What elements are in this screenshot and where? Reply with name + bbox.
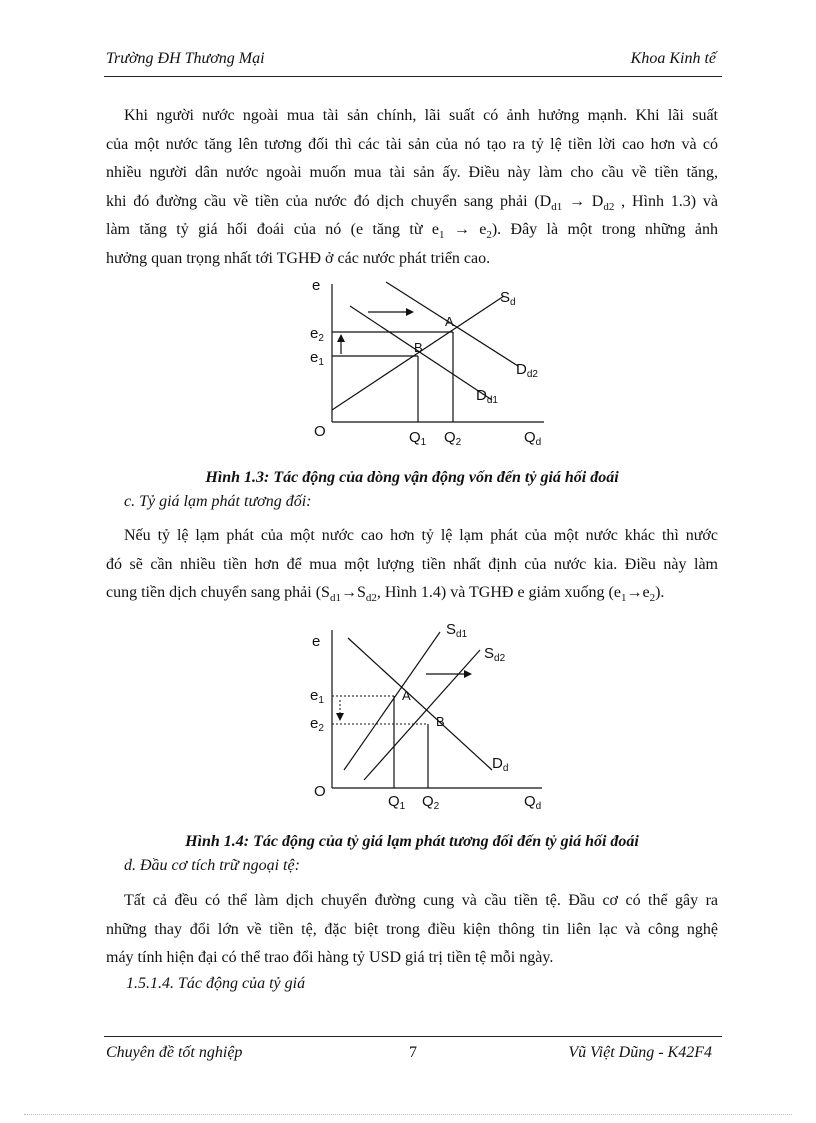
e2-label: $e_2$ xyxy=(310,715,324,734)
point-a-label: A xyxy=(402,688,411,703)
header-faculty: Khoa Kinh tế xyxy=(630,50,716,67)
supply-sd1-label: $S_{d1}$ xyxy=(446,621,468,640)
point-a-label: A xyxy=(445,314,454,329)
figure-1-3-chart xyxy=(296,270,566,460)
page-bottom-border xyxy=(24,1114,792,1115)
paragraph-inflation xyxy=(106,522,718,608)
footer-rule xyxy=(104,1036,722,1037)
subheading-c: c. Tỷ giá lạm phát tương đối: xyxy=(124,493,312,510)
para1-line1: Khi người nước ngoài mua tài sản chính, lãi suất có ảnh hưởng mạnh. Khi lãi suất xyxy=(124,107,718,124)
para2-line3: cung tiền dịch chuyển sang phải ($S_{d1}\to S_{d2}$, Hình 1.4) và TGHĐ e giảm xuống $(e_1\to e_2)$. xyxy=(106,584,665,605)
figure-1-3-caption: Hình 1.3: Tác động của dòng vận động vốn đến tỷ giá hối đoái xyxy=(205,469,619,486)
para3-line1: Tất cả đều có thể làm dịch chuyển đường cung và cầu tiền tệ. Đầu cơ có thể gây ra xyxy=(124,892,718,909)
point-b-label: B xyxy=(414,340,423,355)
footer-page-number: 7 xyxy=(409,1044,417,1061)
shift-arrow-down-head xyxy=(336,713,344,721)
para3-line3: máy tính hiện đại có thể trao đổi hàng tỷ USD giá trị tiền tệ mỗi ngày. xyxy=(106,949,554,966)
origin-label: O xyxy=(314,783,326,800)
figure-1-4-caption: Hình 1.4: Tác động của tỷ giá lạm phát tương đối đến tỷ giá hối đoái xyxy=(185,833,639,850)
demand-dd2-label: $D_{d2}$ xyxy=(516,361,538,380)
para1-line4: khi đó đường cầu về tiền của nước đó dịch chuyển sang phải ($D_{d1} \to D_{d2}$ , Hình 1.3) và xyxy=(106,192,718,213)
para1-line3: nhiều người dân nước ngoài muốn mua tài sản ấy. Điều này làm cho cầu về tiền tăng, xyxy=(106,164,718,181)
para2-line1: Nếu tỷ lệ lạm phát của một nước cao hơn tỷ lệ lạm phát của một nước khác thì nước xyxy=(124,527,718,544)
shift-arrow-up-head xyxy=(337,334,345,342)
x-axis-label: $Q_d$ xyxy=(524,793,542,812)
demand-curve-dd xyxy=(348,638,492,770)
supply-sd2-label: $S_{d2}$ xyxy=(484,645,506,664)
header-rule xyxy=(104,76,722,77)
e1-label: $e_1$ xyxy=(310,349,324,368)
figure-1-4-chart xyxy=(296,620,566,820)
y-axis-label: e xyxy=(312,633,321,650)
y-axis-label: e xyxy=(312,277,321,294)
shift-arrow-right-head xyxy=(406,308,414,316)
para1-line6: hưởng quan trọng nhất tới TGHĐ ở các nước phát triển cao. xyxy=(106,249,491,267)
header-school: Trường ĐH Thương Mại xyxy=(106,50,265,67)
subheading-1514: 1.5.1.4. Tác động của tỷ giá xyxy=(126,975,306,992)
q2-label: $Q_2$ xyxy=(422,793,440,812)
supply-curve-sd2 xyxy=(364,650,480,780)
supply-sd-label: $S_d$ xyxy=(500,289,516,308)
para1-line5: làm tăng tỷ giá hối đoái của nó (e tăng từ $e_1 \to e_2$). Đây là một trong những ảnh xyxy=(106,221,719,242)
subheading-d: d. Đầu cơ tích trữ ngoại tệ: xyxy=(124,857,300,874)
para2-line2: đó sẽ cần nhiều tiền hơn để mua một lượng tiền nhất định của nước kia. Điều này làm xyxy=(106,555,718,573)
origin-label: O xyxy=(314,423,326,440)
q1-label: $Q_1$ xyxy=(409,429,427,448)
q2-label: $Q_2$ xyxy=(444,429,462,448)
paragraph-speculation xyxy=(106,887,718,973)
q1-label: $Q_1$ xyxy=(388,793,406,812)
para3-line2: những thay đổi lớn về tiền tệ, đặc biệt trong điều kiện thông tin liên lạc và công nghệ xyxy=(106,920,718,938)
paragraph-interest-rate xyxy=(106,102,718,273)
footer-author: Vũ Việt Dũng - K42F4 xyxy=(568,1044,712,1061)
demand-dd1-label: $D_{d1}$ xyxy=(476,387,498,406)
e1-label: $e_1$ xyxy=(310,687,324,706)
x-axis-label: $Q_d$ xyxy=(524,429,542,448)
point-b-label: B xyxy=(436,714,445,729)
shift-arrow-right-head xyxy=(464,670,472,678)
footer-doc-type: Chuyên đề tốt nghiệp xyxy=(106,1044,243,1061)
demand-dd-label: $D_d$ xyxy=(492,755,509,774)
para1-line2: của một nước tăng lên tương đối thì các tài sản của nó tạo ra tỷ lệ tiền lời cao hơn và có xyxy=(106,135,718,153)
e2-label: $e_2$ xyxy=(310,325,324,344)
